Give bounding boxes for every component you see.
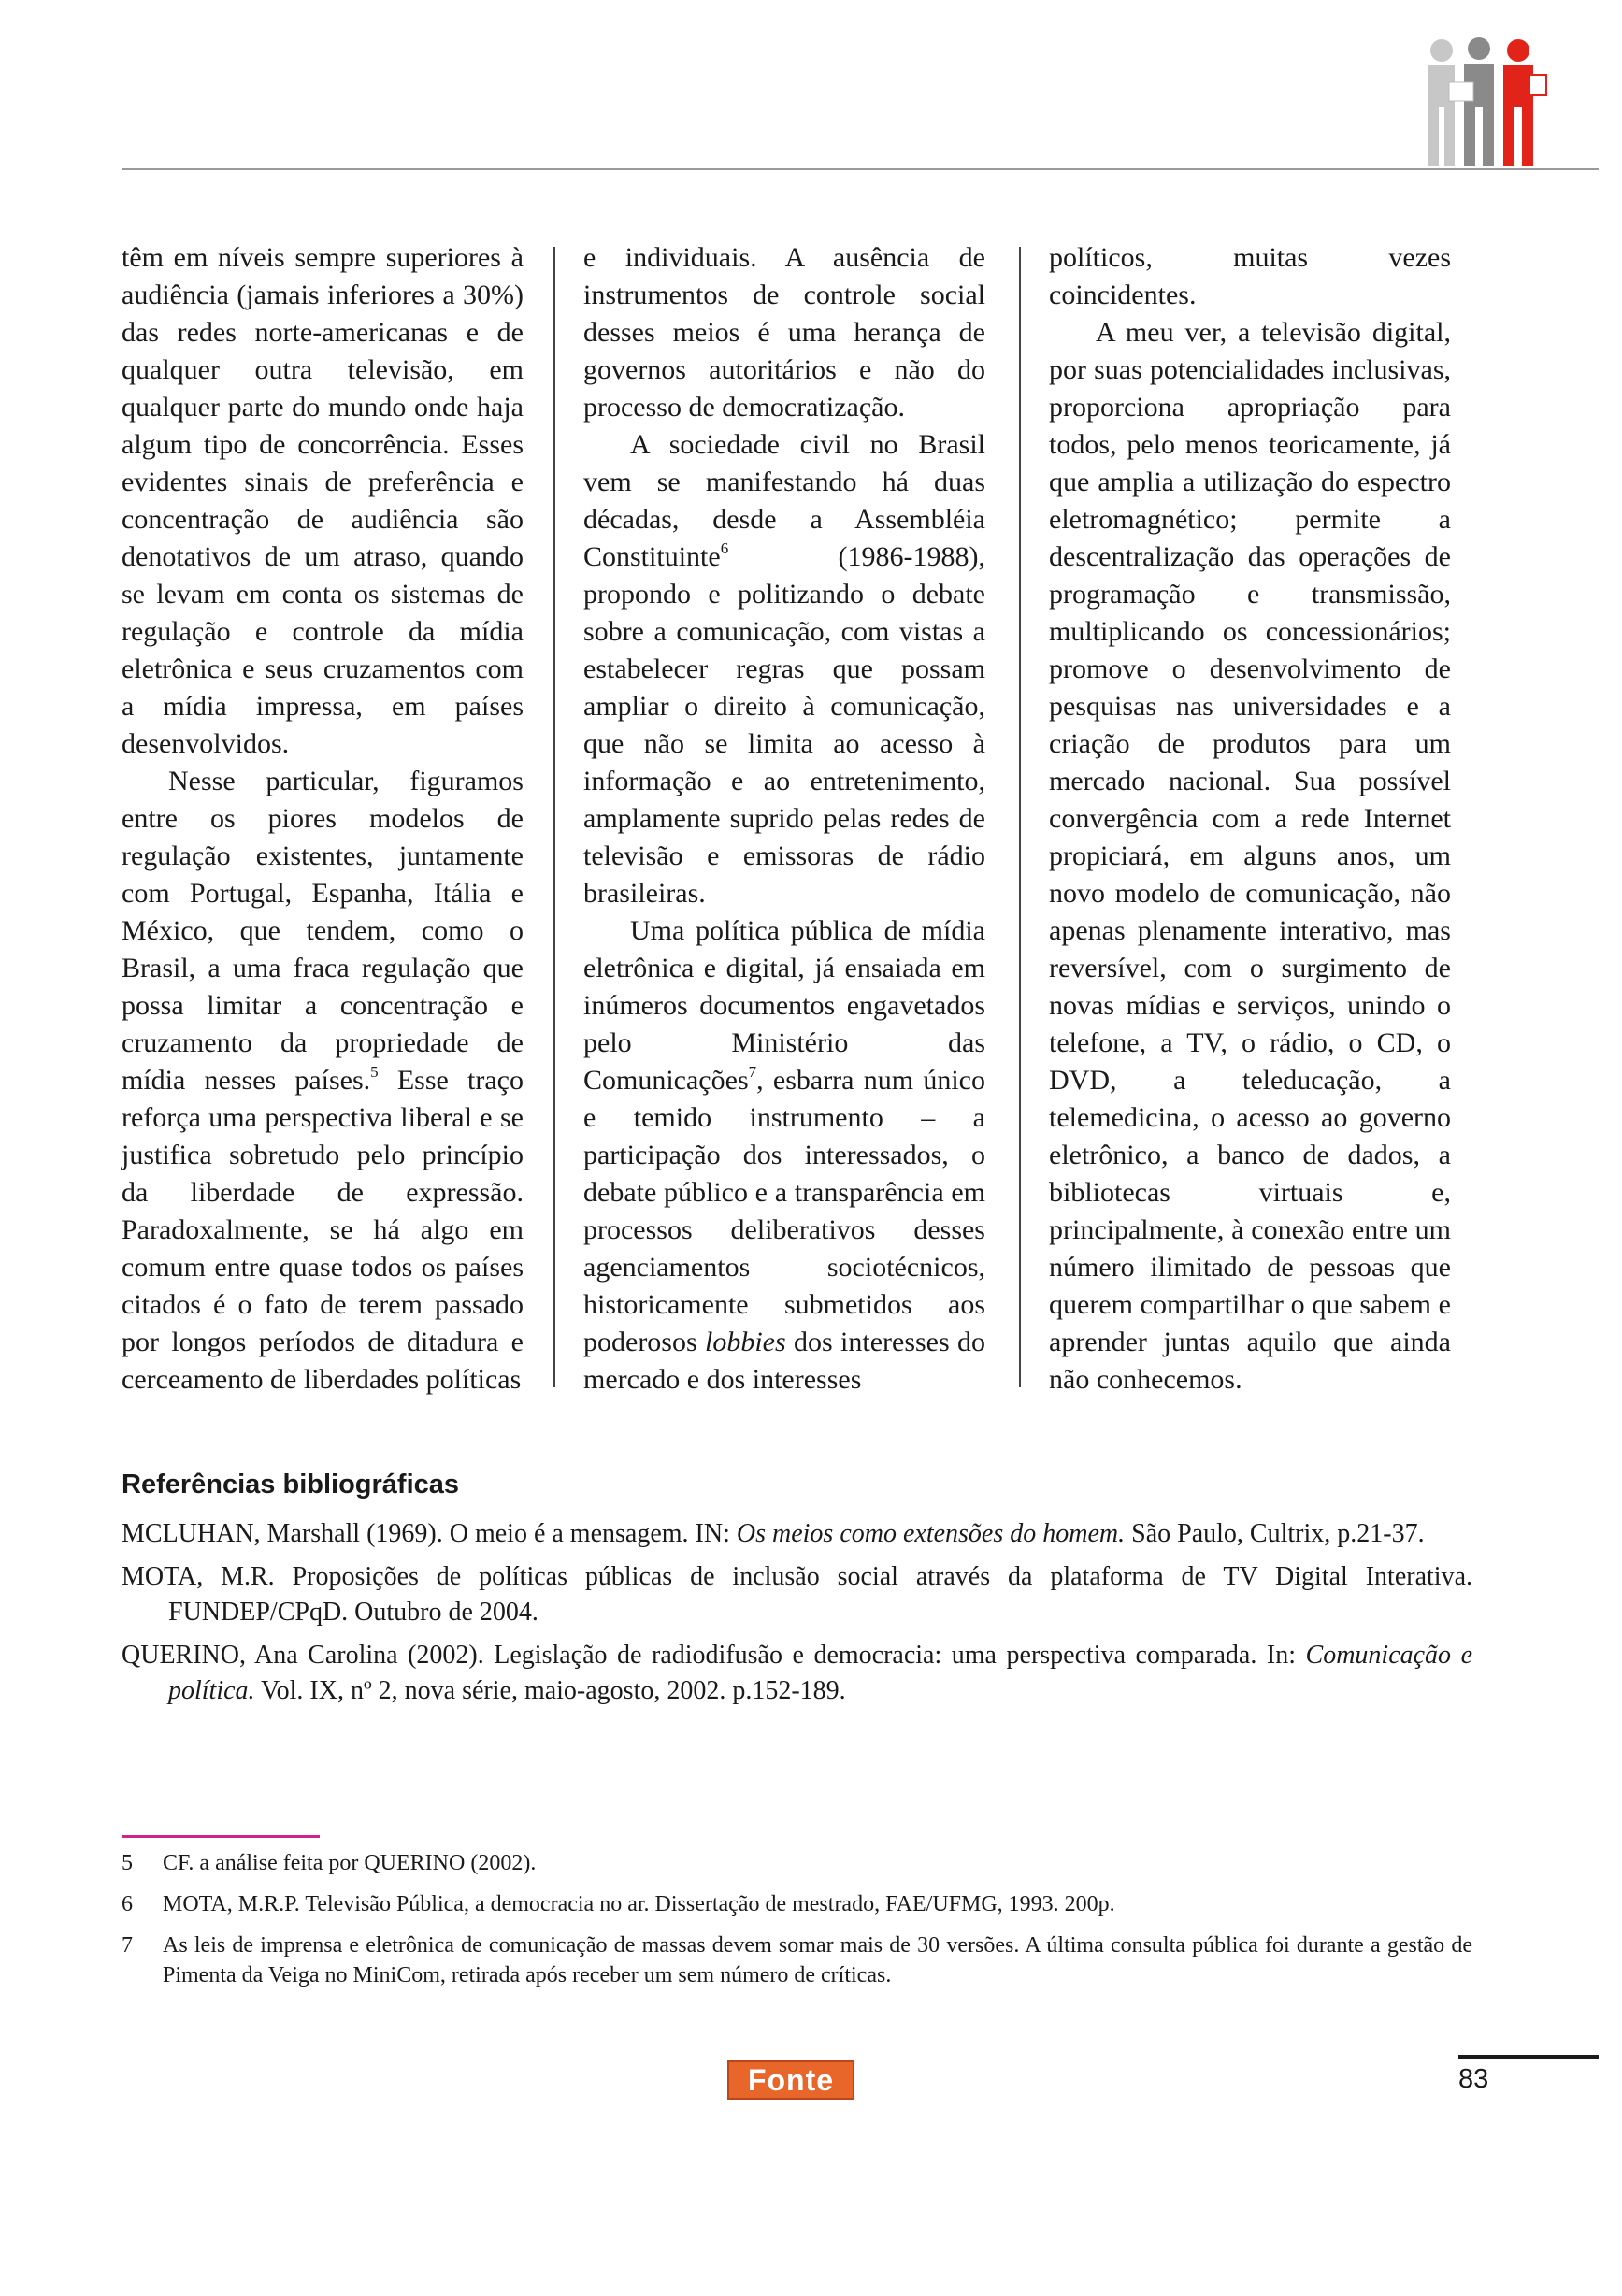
paragraph — [583, 239, 985, 426]
paragraph — [122, 763, 524, 1399]
reference-item — [122, 1638, 1472, 1709]
text: dos interesses do mercado e dos interesses — [583, 1327, 985, 1395]
paragraph — [1049, 239, 1451, 314]
text: e individuais. A ausência de instrumentos de controle social desses meios é uma herança de governos autoritários e não do processo de democratização. — [583, 242, 985, 423]
text: MCLUHAN, Marshall (1969). O meio é a mensagem. IN: — [122, 1519, 737, 1548]
people-group-icon — [1412, 34, 1552, 174]
page-number: 83 — [1458, 2064, 1489, 2094]
italic-text: lobbies — [705, 1327, 786, 1357]
references-list — [122, 1516, 1472, 1716]
text: (1986-1988), propondo e politizando o debate sobre a comunicação, com vistas a estabelecer regras que possam ampliar o direito à comunicação, que não se limita ao acesso à informação e ao entretenimento, amplamente suprido pelas redes de televisão e emissoras de rádio brasileiras. — [583, 541, 985, 909]
footnote-number: 7 — [122, 1933, 133, 1958]
footnote-rule — [122, 1835, 320, 1838]
header-rule — [122, 168, 1599, 170]
text: Uma política pública de mídia eletrônica e digital, já ensaiada em inúmeros documentos engavetados pelo Ministério das Comunicações — [583, 915, 985, 1096]
reference-item — [122, 1516, 1472, 1552]
footnote-item — [122, 1848, 1472, 1878]
article-body — [122, 239, 1468, 1399]
footer-rule — [1458, 2055, 1599, 2059]
text: A meu ver, a televisão digital, por suas potencialidades inclusivas, proporciona apropriação para todos, pelo menos teoricamente, já que amplia a utilização do espectro eletromagnético; permite a descentralização das operações de programação e transmissão, multiplicando os concessionários; promove o desenvolvimento de pesquisas nas universidades e a criação de produtos para um mercado nacional. Sua possível convergência com a rede Internet propiciará, em alguns anos, um novo modelo de comunicação, não apenas plenamente interativo, mas reversível, com o surgimento de novas mídias e serviços, unindo o telefone, a TV, o rádio, o CD, o DVD, a teleducação, a telemedicina, o acesso ao governo eletrônico, a banco de dados, a bibliotecas virtuais e, principalmente, à conexão entre um número ilimitado de pessoas que querem compartilhar o que sabem e aprender juntas aquilo que ainda não conhecemos. — [1049, 317, 1451, 1395]
footnote-item — [122, 1889, 1472, 1919]
footnote-number: 6 — [122, 1892, 133, 1916]
footnote-number: 5 — [122, 1851, 133, 1875]
references-heading: Referências bibliográficas — [122, 1470, 460, 1500]
text: São Paulo, Cultrix, p.21-37. — [1125, 1519, 1425, 1548]
column-3 — [1049, 239, 1451, 1399]
text: Vol. IX, nº 2, nova série, maio-agosto, 2002. p.152-189. — [254, 1676, 846, 1705]
text: Esse traço reforça uma perspectiva liberal e se justifica sobretudo pelo princípio da liberdade de expressão. Paradoxalmente, se há algo em comum entre quase todos os países citados é o fato de terem passado por longos períodos de ditadura e cerceamento de liberdades políticas — [122, 1065, 524, 1395]
footnote-ref[interactable]: 5 — [370, 1063, 379, 1081]
column-2 — [583, 239, 985, 1399]
footnotes-list — [122, 1848, 1472, 2002]
italic-text: Os meios como extensões do homem. — [736, 1519, 1126, 1548]
text: políticos, muitas vezes coincidentes. — [1049, 242, 1451, 310]
italic-text: Comunicação e política. — [168, 1641, 1473, 1705]
paragraph — [1049, 314, 1451, 1399]
text: A sociedade civil no Brasil vem se manifestando há duas décadas, desde a Assembléia Constituinte — [583, 429, 985, 572]
text: MOTA, M.R. Proposições de políticas públicas de inclusão social através da plataforma de TV Digital Interativa. FUNDEP/CPqD. Outubro de 2004. — [122, 1562, 1472, 1627]
paragraph — [583, 912, 985, 1399]
column-divider — [553, 247, 555, 1387]
paragraph — [122, 239, 524, 763]
footnote-text: As leis de imprensa e eletrônica de comunicação de massas devem somar mais de 30 versões. A última consulta pública foi durante a gestão de Pimenta da Veiga no MiniCom, retirada após receber um sem número de críticas. — [163, 1933, 1472, 1987]
paragraph — [583, 426, 985, 912]
text: Nesse particular, figuramos entre os piores modelos de regulação existentes, juntamente com Portugal, Espanha, Itália e México, que tendem, como o Brasil, a uma fraca regulação que possa limitar a concentração e cruzamento da propriedade de mídia nesses países. — [122, 766, 524, 1096]
text: , esbarra num único e temido instrumento – a participação dos interessados, o debate público e a transparência em processos deliberativos desses agenciamentos sociotécnicos, historicamente submetidos aos poderosos — [583, 1065, 985, 1357]
text: QUERINO, Ana Carolina (2002). Legislação de radiodifusão e democracia: uma perspectiva comparada. In: — [122, 1641, 1306, 1670]
footnote-text: CF. a análise feita por QUERINO (2002). — [163, 1851, 537, 1875]
column-1 — [122, 239, 524, 1399]
footnote-ref[interactable]: 6 — [720, 539, 729, 557]
column-divider — [1019, 247, 1021, 1387]
footnote-ref[interactable]: 7 — [748, 1063, 757, 1081]
fonte-logo: Fonte — [727, 2060, 854, 2100]
footnote-text: MOTA, M.R.P. Televisão Pública, a democracia no ar. Dissertação de mestrado, FAE/UFMG, 1993. 200p. — [163, 1892, 1115, 1916]
reference-item — [122, 1559, 1472, 1630]
footnote-item — [122, 1930, 1472, 1990]
text: têm em níveis sempre superiores à audiência (jamais inferiores a 30%) das redes norte-americanas e de qualquer outra televisão, em qualquer parte do mundo onde haja algum tipo de concorrência. Esses evidentes sinais de preferência e concentração de audiência são denotativos de um atraso, quando se levam em conta os sistemas de regulação e controle da mídia eletrônica e seus cruzamentos com a mídia impressa, em países desenvolvidos. — [122, 242, 524, 759]
